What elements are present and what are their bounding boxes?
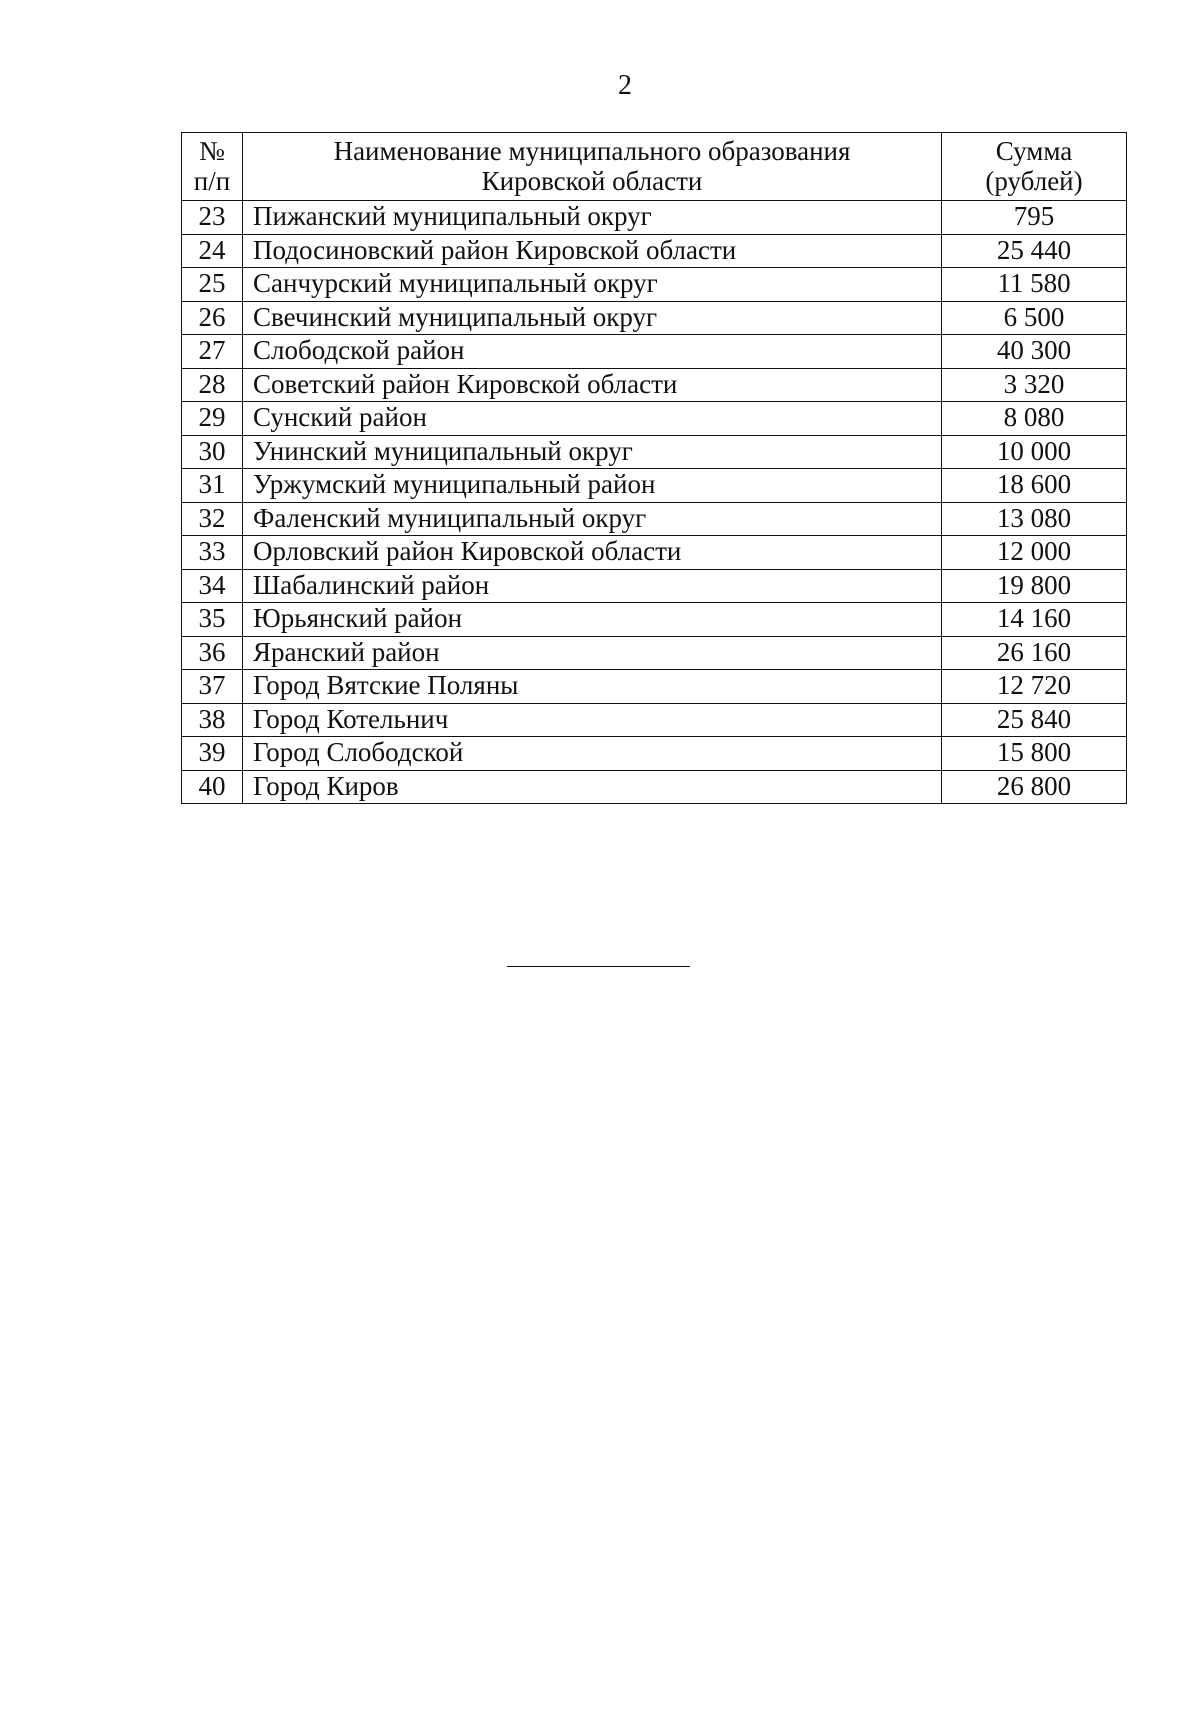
row-name: Унинский муниципальный округ <box>243 435 942 469</box>
table-header-row <box>182 133 1127 201</box>
row-name: Фаленский муниципальный округ <box>243 502 942 536</box>
row-sum: 25 440 <box>942 234 1127 268</box>
row-name: Орловский район Кировской области <box>243 536 942 570</box>
row-name: Слободской район <box>243 335 942 369</box>
row-num: 29 <box>182 402 243 436</box>
row-num: 39 <box>182 737 243 771</box>
row-num: 26 <box>182 301 243 335</box>
header-name-cell <box>243 133 942 201</box>
row-num: 27 <box>182 335 243 369</box>
header-num-line1: № <box>199 135 225 166</box>
row-sum: 795 <box>942 201 1127 235</box>
table-row <box>182 737 1127 771</box>
table-row <box>182 670 1127 704</box>
row-sum: 8 080 <box>942 402 1127 436</box>
table-row <box>182 536 1127 570</box>
row-num: 32 <box>182 502 243 536</box>
table-row <box>182 469 1127 503</box>
header-sum-line2: (рублей) <box>985 165 1083 196</box>
row-num: 28 <box>182 368 243 402</box>
row-num: 31 <box>182 469 243 503</box>
row-name: Юрьянский район <box>243 603 942 637</box>
row-num: 23 <box>182 201 243 235</box>
table-row <box>182 301 1127 335</box>
row-name: Санчурский муниципальный округ <box>243 268 942 302</box>
row-name: Пижанский муниципальный округ <box>243 201 942 235</box>
row-num: 30 <box>182 435 243 469</box>
row-num: 35 <box>182 603 243 637</box>
table-row <box>182 703 1127 737</box>
row-sum: 10 000 <box>942 435 1127 469</box>
table-row <box>182 636 1127 670</box>
row-name: Свечинский муниципальный округ <box>243 301 942 335</box>
row-num: 25 <box>182 268 243 302</box>
header-sum-line1: Сумма <box>995 135 1073 166</box>
table-row <box>182 268 1127 302</box>
table-row <box>182 435 1127 469</box>
row-name: Город Киров <box>243 770 942 804</box>
row-name: Сунский район <box>243 402 942 436</box>
table-row <box>182 569 1127 603</box>
row-name: Город Слободской <box>243 737 942 771</box>
row-sum: 3 320 <box>942 368 1127 402</box>
row-sum: 11 580 <box>942 268 1127 302</box>
table-row <box>182 402 1127 436</box>
row-num: 38 <box>182 703 243 737</box>
table-row <box>182 603 1127 637</box>
header-name-line2: Кировской области <box>481 165 703 196</box>
header-num-cell <box>182 133 243 201</box>
row-name: Яранский район <box>243 636 942 670</box>
table-row <box>182 201 1127 235</box>
row-sum: 25 840 <box>942 703 1127 737</box>
table-row <box>182 368 1127 402</box>
row-num: 34 <box>182 569 243 603</box>
header-sum-cell <box>942 133 1127 201</box>
row-num: 24 <box>182 234 243 268</box>
row-name: Город Котельнич <box>243 703 942 737</box>
row-sum: 40 300 <box>942 335 1127 369</box>
row-name: Советский район Кировской области <box>243 368 942 402</box>
row-name: Шабалинский район <box>243 569 942 603</box>
row-num: 36 <box>182 636 243 670</box>
row-sum: 6 500 <box>942 301 1127 335</box>
table-row <box>182 770 1127 804</box>
header-num-line2: п/п <box>193 165 231 196</box>
allocation-table <box>181 132 1127 804</box>
row-name: Уржумский муниципальный район <box>243 469 942 503</box>
row-sum: 18 600 <box>942 469 1127 503</box>
row-num: 40 <box>182 770 243 804</box>
row-num: 33 <box>182 536 243 570</box>
header-name-line1: Наименование муниципального образования <box>333 135 851 166</box>
table-row <box>182 502 1127 536</box>
row-sum: 26 160 <box>942 636 1127 670</box>
row-sum: 26 800 <box>942 770 1127 804</box>
row-sum: 13 080 <box>942 502 1127 536</box>
page-number: 2 <box>618 70 632 101</box>
table-row <box>182 234 1127 268</box>
row-sum: 15 800 <box>942 737 1127 771</box>
row-sum: 19 800 <box>942 569 1127 603</box>
table-body <box>182 201 1127 804</box>
row-num: 37 <box>182 670 243 704</box>
row-sum: 12 720 <box>942 670 1127 704</box>
row-name: Подосиновский район Кировской области <box>243 234 942 268</box>
table-row <box>182 335 1127 369</box>
row-sum: 12 000 <box>942 536 1127 570</box>
end-rule-divider <box>507 966 690 967</box>
row-name: Город Вятские Поляны <box>243 670 942 704</box>
row-sum: 14 160 <box>942 603 1127 637</box>
